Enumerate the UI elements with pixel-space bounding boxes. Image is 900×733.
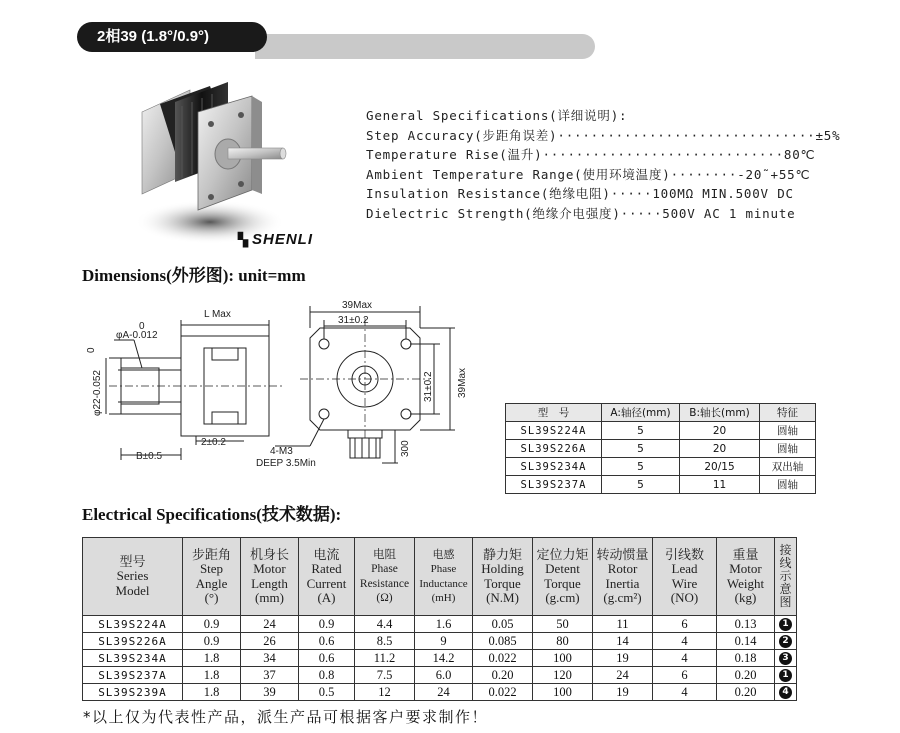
header-bar	[255, 34, 595, 59]
shaft-length: 20	[680, 422, 760, 440]
col-wiring-char5: 图	[779, 595, 792, 609]
col-phase-inductance	[415, 538, 473, 616]
col-lead-wire-unit: (NO)	[670, 590, 699, 605]
col-phase-inductance-unit: (mH)	[431, 592, 456, 604]
spec-temperature-rise: Temperature Rise(温升)·····························80℃	[366, 147, 816, 162]
dim-39max-height: 39Max	[457, 367, 468, 398]
col-motor-length-en2: Length	[251, 575, 288, 591]
col-phase-resistance-en1: Phase	[371, 563, 398, 575]
shaft-col-diameter: A:轴径(mm)	[602, 404, 680, 422]
footnote: *以上仅为代表性产品，派生产品可根据客户要求制作！	[83, 708, 489, 726]
shaft-model: SL39S234A	[506, 458, 602, 476]
cell-wiring	[775, 684, 797, 701]
cell-rated-current: 0.8	[299, 667, 355, 684]
cell-motor-weight: 0.20	[717, 684, 775, 701]
cell-holding-torque: 0.20	[473, 667, 533, 684]
cell-motor-weight: 0.20	[717, 667, 775, 684]
shaft-feature: 双出轴	[760, 458, 816, 476]
cell-detent-torque: 100	[533, 650, 593, 667]
col-model	[83, 538, 183, 616]
col-wiring-diagram	[775, 538, 797, 616]
cell-motor-length: 26	[241, 633, 299, 650]
cell-rotor-inertia: 19	[593, 684, 653, 701]
cell-phase-inductance: 9	[415, 633, 473, 650]
col-holding-torque-en1: Holding	[481, 561, 524, 576]
front-view-drawing	[250, 298, 480, 473]
cell-detent-torque: 80	[533, 633, 593, 650]
col-rated-current	[299, 538, 355, 616]
general-specifications	[366, 106, 840, 223]
electrical-spec-table	[82, 537, 797, 701]
cell-step-angle: 0.9	[183, 633, 241, 650]
spec-step-accuracy: Step Accuracy(步距角误差)·······························±5%	[366, 127, 841, 143]
shaft-model: SL39S224A	[506, 422, 602, 440]
col-lead-wire-en2: Wire	[671, 575, 698, 591]
cell-phase-inductance: 24	[415, 684, 473, 701]
cell-phase-inductance: 1.6	[415, 616, 473, 633]
table-row	[506, 476, 816, 494]
wiring-badge: 1	[779, 618, 792, 631]
shaft-col-feature: 特征	[760, 404, 816, 422]
dim-phi-a-upper: 0	[139, 321, 145, 332]
col-motor-length-en1: Motor	[253, 561, 286, 576]
col-phase-resistance-en2: Resistance	[359, 577, 410, 590]
cell-model: SL39S234A	[83, 650, 183, 667]
col-lead-wire-cn: 引线数	[664, 546, 704, 562]
general-spec-heading: General Specifications(详细说明):	[366, 108, 628, 123]
col-motor-length	[241, 538, 299, 616]
dim-two-tol: 2±0.2	[201, 437, 226, 448]
col-wiring-char4: 意	[779, 582, 792, 596]
dim-lead-length: 300	[400, 440, 411, 457]
col-phase-inductance-en2: Inductance	[419, 577, 468, 590]
cell-phase-resistance: 4.4	[355, 616, 415, 633]
cell-phase-resistance: 8.5	[355, 633, 415, 650]
dim-phi22-upper: 0	[86, 347, 97, 353]
cell-phase-inductance: 14.2	[415, 650, 473, 667]
col-rotor-inertia-unit: (g.cm²)	[603, 590, 642, 605]
cell-holding-torque: 0.085	[473, 633, 533, 650]
cell-rotor-inertia: 14	[593, 633, 653, 650]
col-rotor-inertia-cn: 转动惯量	[596, 546, 649, 562]
electrical-table-header	[83, 538, 797, 616]
col-holding-torque-en2: Torque	[484, 575, 521, 591]
cell-model: SL39S239A	[83, 684, 183, 701]
col-rotor-inertia	[593, 538, 653, 616]
col-step-angle	[183, 538, 241, 616]
brand-name: SHENLI	[252, 231, 314, 248]
cell-lead-wire: 4	[653, 684, 717, 701]
dimensions-title: Dimensions(外形图): unit=mm	[82, 266, 306, 285]
col-motor-length-unit: (mm)	[255, 590, 284, 605]
spec-dielectric-strength: Dielectric Strength(绝缘介电强度)·····500V AC 1 minute	[366, 205, 796, 221]
cell-lead-wire: 6	[653, 616, 717, 633]
dim-l-max: L Max	[204, 309, 231, 320]
col-model-cn: 型号	[119, 553, 146, 569]
col-lead-wire	[653, 538, 717, 616]
cell-wiring	[775, 633, 797, 650]
col-rated-current-unit: (A)	[317, 590, 336, 605]
cell-step-angle: 1.8	[183, 684, 241, 701]
shaft-model: SL39S237A	[506, 476, 602, 494]
table-row	[506, 458, 816, 476]
wiring-badge: 4	[779, 686, 792, 699]
col-detent-torque-unit: (g.cm)	[545, 590, 580, 605]
brand-mark-icon: ▚	[238, 231, 249, 247]
shaft-diameter: 5	[602, 458, 680, 476]
col-wiring-char1: 接	[779, 543, 792, 557]
col-detent-torque-en1: Detent	[545, 561, 580, 576]
cell-wiring	[775, 650, 797, 667]
col-rated-current-en1: Rated	[311, 561, 342, 576]
cell-motor-length: 24	[241, 616, 299, 633]
shaft-length: 20	[680, 440, 760, 458]
dim-phi-a: φA-0.012	[116, 330, 158, 341]
cell-rated-current: 0.5	[299, 684, 355, 701]
col-holding-torque-cn: 静力矩	[482, 546, 522, 562]
col-step-angle-en2: Angle	[195, 575, 228, 591]
cell-detent-torque: 120	[533, 667, 593, 684]
shaft-diameter: 5	[602, 440, 680, 458]
cell-wiring	[775, 616, 797, 633]
shaft-length: 11	[680, 476, 760, 494]
cell-step-angle: 0.9	[183, 616, 241, 633]
col-holding-torque-unit: (N.M)	[486, 590, 519, 605]
wiring-badge: 3	[779, 652, 792, 665]
table-row	[83, 616, 797, 633]
electrical-title: Electrical Specifications(技术数据):	[82, 505, 342, 524]
col-lead-wire-en1: Lead	[671, 561, 698, 576]
shaft-length: 20/15	[680, 458, 760, 476]
shaft-spec-table	[505, 403, 816, 494]
shaft-feature: 圆轴	[760, 422, 816, 440]
col-rotor-inertia-en2: Inertia	[605, 575, 640, 591]
col-rotor-inertia-en1: Rotor	[607, 561, 638, 576]
cell-phase-resistance: 11.2	[355, 650, 415, 667]
cell-motor-weight: 0.14	[717, 633, 775, 650]
cell-motor-weight: 0.18	[717, 650, 775, 667]
table-row	[83, 684, 797, 701]
shaft-feature: 圆轴	[760, 476, 816, 494]
cell-phase-inductance: 6.0	[415, 667, 473, 684]
col-detent-torque-cn: 定位力矩	[536, 546, 589, 562]
col-wiring-char2: 线	[779, 556, 792, 570]
col-motor-weight-unit: (kg)	[734, 590, 757, 605]
col-motor-weight	[717, 538, 775, 616]
spec-ambient-temperature: Ambient Temperature Range(使用环境温度)········-20˜+55℃	[366, 166, 811, 182]
wiring-badge: 2	[779, 635, 792, 648]
cell-rated-current: 0.6	[299, 633, 355, 650]
cell-wiring	[775, 667, 797, 684]
cell-rated-current: 0.6	[299, 650, 355, 667]
dim-31-height: 31±0.2	[423, 371, 434, 402]
shaft-col-length: B:轴长(mm)	[680, 404, 760, 422]
cell-holding-torque: 0.022	[473, 684, 533, 701]
col-motor-weight-en2: Weight	[726, 575, 765, 591]
col-rated-current-cn: 电流	[313, 546, 340, 562]
dim-b-tol: B±0.5	[136, 451, 163, 462]
table-row	[83, 667, 797, 684]
cell-phase-resistance: 12	[355, 684, 415, 701]
cell-holding-torque: 0.022	[473, 650, 533, 667]
col-detent-torque-en2: Torque	[544, 575, 581, 591]
table-row	[83, 650, 797, 667]
dim-deep-label: DEEP 3.5Min	[256, 458, 316, 469]
shaft-model: SL39S226A	[506, 440, 602, 458]
brand-logo	[238, 231, 313, 248]
col-phase-resistance	[355, 538, 415, 616]
cell-detent-torque: 100	[533, 684, 593, 701]
cell-lead-wire: 4	[653, 633, 717, 650]
col-motor-length-cn: 机身长	[249, 546, 289, 562]
col-phase-inductance-en1: Phase	[430, 563, 457, 575]
wiring-badge: 1	[779, 669, 792, 682]
cell-rotor-inertia: 11	[593, 616, 653, 633]
stepper-motor-image	[120, 82, 310, 252]
table-row	[506, 440, 816, 458]
cell-step-angle: 1.8	[183, 650, 241, 667]
cell-rated-current: 0.9	[299, 616, 355, 633]
shaft-diameter: 5	[602, 476, 680, 494]
cell-model: SL39S226A	[83, 633, 183, 650]
spec-insulation-resistance: Insulation Resistance(绝缘电阻)·····100MΩ MIN.500V DC	[366, 186, 794, 201]
cell-rotor-inertia: 24	[593, 667, 653, 684]
shaft-feature: 圆轴	[760, 440, 816, 458]
col-phase-inductance-cn: 电感	[432, 548, 455, 561]
col-motor-weight-cn: 重量	[732, 546, 759, 562]
col-wiring-char3: 示	[779, 569, 792, 583]
col-step-angle-en1: Step	[199, 561, 224, 576]
col-holding-torque	[473, 538, 533, 616]
table-row	[83, 633, 797, 650]
dim-31-width: 31±0.2	[338, 315, 369, 326]
cell-motor-length: 39	[241, 684, 299, 701]
header-title: 2相39 (1.8°/0.9°)	[77, 22, 267, 52]
shaft-diameter: 5	[602, 422, 680, 440]
cell-step-angle: 1.8	[183, 667, 241, 684]
cell-motor-weight: 0.13	[717, 616, 775, 633]
col-detent-torque	[533, 538, 593, 616]
cell-lead-wire: 6	[653, 667, 717, 684]
dim-m3-label: 4-M3	[270, 446, 293, 457]
cell-rotor-inertia: 19	[593, 650, 653, 667]
table-row	[506, 422, 816, 440]
cell-phase-resistance: 7.5	[355, 667, 415, 684]
dim-phi22: φ22-0.052	[92, 370, 103, 416]
col-model-en2: Model	[115, 582, 150, 598]
cell-lead-wire: 4	[653, 650, 717, 667]
cell-motor-length: 34	[241, 650, 299, 667]
cell-detent-torque: 50	[533, 616, 593, 633]
col-step-angle-cn: 步距角	[191, 546, 231, 562]
col-phase-resistance-unit: (Ω)	[376, 592, 393, 604]
col-rated-current-en2: Current	[306, 575, 347, 591]
cell-model: SL39S237A	[83, 667, 183, 684]
cell-model: SL39S224A	[83, 616, 183, 633]
col-motor-weight-en1: Motor	[729, 561, 762, 576]
shaft-table-header	[506, 404, 816, 422]
shaft-col-model: 型 号	[506, 404, 602, 422]
cell-motor-length: 37	[241, 667, 299, 684]
col-step-angle-unit: (°)	[204, 590, 219, 605]
col-model-en1: Series	[116, 568, 149, 584]
cell-holding-torque: 0.05	[473, 616, 533, 633]
col-phase-resistance-cn: 电阻	[373, 548, 396, 561]
dim-39max-width: 39Max	[342, 300, 373, 311]
